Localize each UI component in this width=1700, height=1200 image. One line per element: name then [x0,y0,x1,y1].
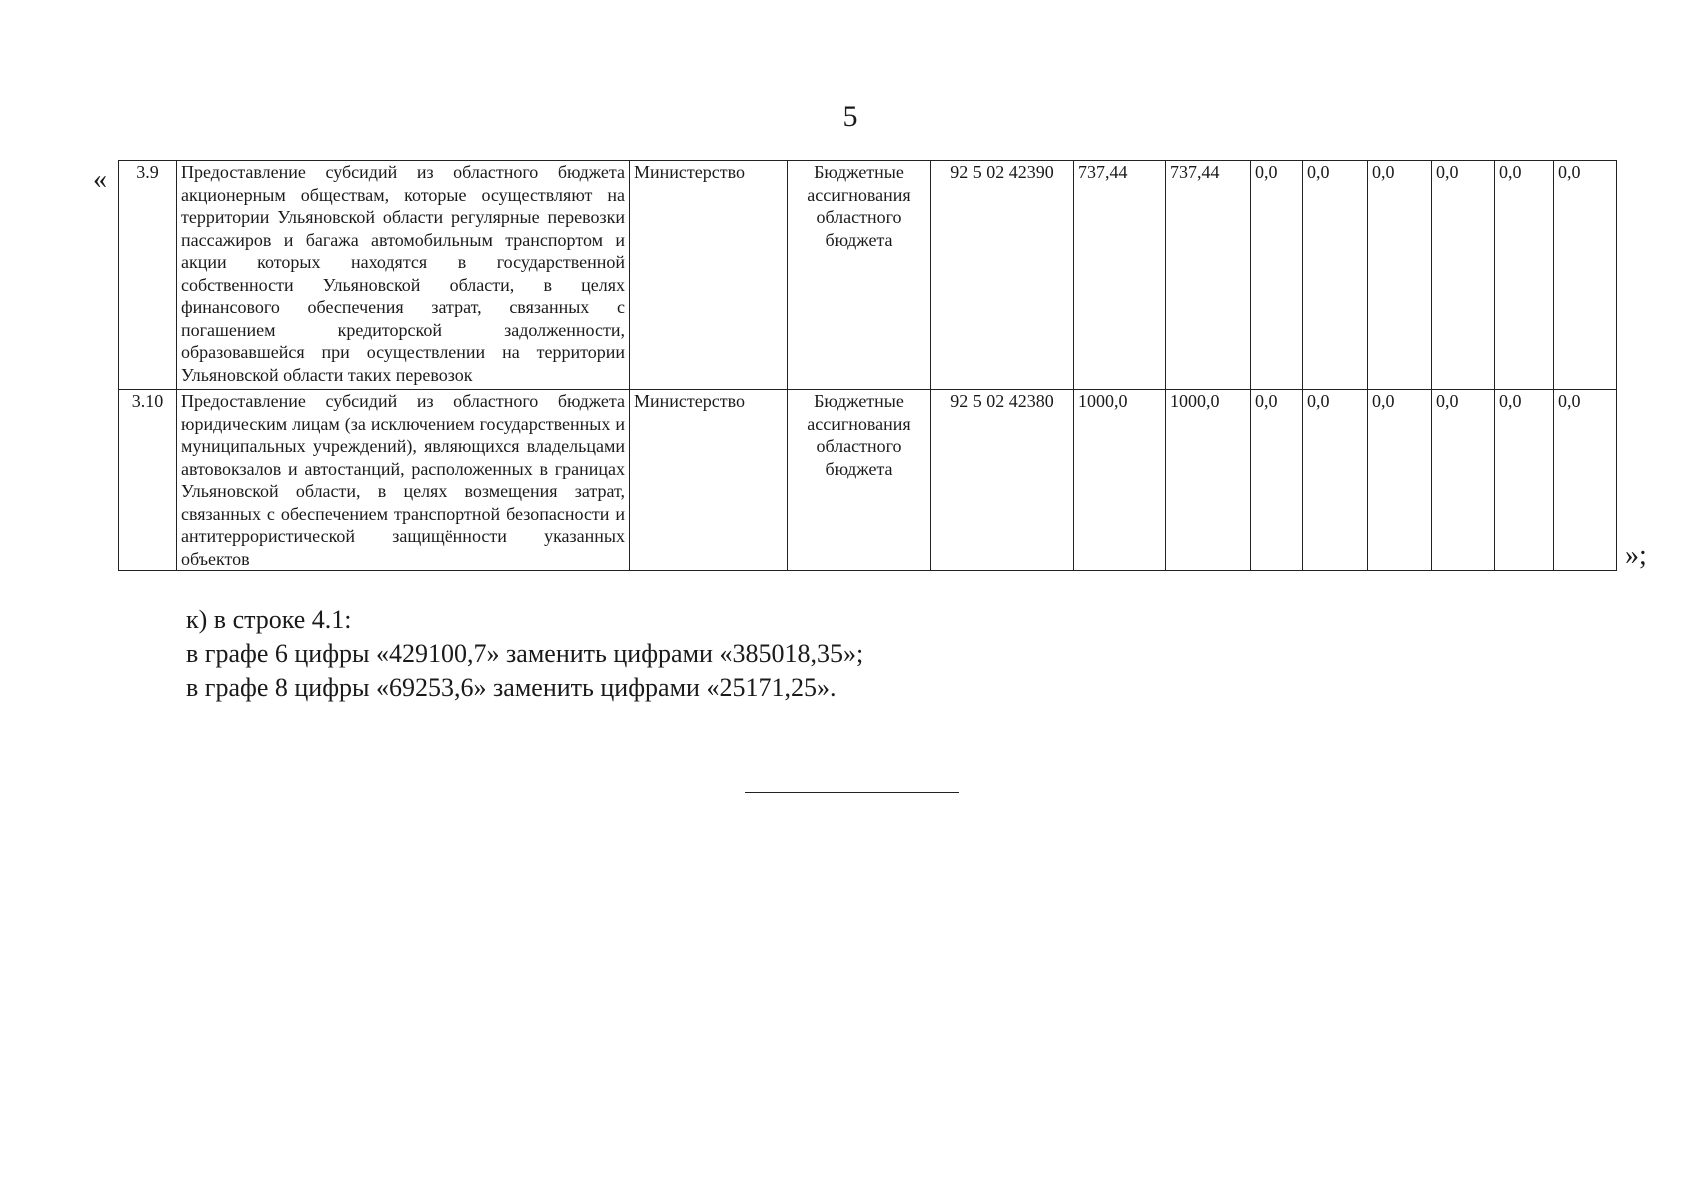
instruction-line: в графе 6 цифры «429100,7» заменить цифрами «385018,35»; [186,639,864,668]
row-number: 3.9 [119,161,177,390]
row-year-6: 0,0 [1495,390,1554,571]
row-total: 737,44 [1074,161,1166,390]
row-year-3: 0,0 [1303,161,1368,390]
closing-quote: »; [1625,540,1647,571]
row-description: Предоставление субсидий из областного бюджета юридическим лицам (за исключением государственных и муниципальных учреждений), являющихся владельцами автовокзалов и автостанций, расположенных в границах Ульяновской области, в целях возмещения затрат, связанных с обеспечением транспортной безопасности и антитеррористической защищённости указанных объектов [177,390,630,571]
row-number: 3.10 [119,390,177,571]
row-organization: Министерство [630,161,788,390]
row-year-5: 0,0 [1432,161,1495,390]
row-year-1: 737,44 [1166,161,1251,390]
row-year-5: 0,0 [1432,390,1495,571]
row-organization: Министерство [630,390,788,571]
row-budget-code: 92 5 02 42390 [931,161,1074,390]
instruction-line: в графе 8 цифры «69253,6» заменить цифрами «25171,25». [186,673,837,702]
end-divider [745,792,959,793]
row-year-6: 0,0 [1495,161,1554,390]
instruction-line: к) в строке 4.1: [186,605,352,634]
amendment-instructions [186,603,863,705]
row-year-2: 0,0 [1251,390,1303,571]
page-number: 5 [842,100,858,133]
row-year-7: 0,0 [1554,390,1617,571]
table-row [119,161,1617,390]
row-total: 1000,0 [1074,390,1166,571]
row-year-1: 1000,0 [1166,390,1251,571]
row-budget-code: 92 5 02 42380 [931,390,1074,571]
table-row [119,390,1617,571]
row-assignment: Бюджетные ассигнования областного бюджета [788,390,931,571]
row-year-3: 0,0 [1303,390,1368,571]
budget-table [118,160,1617,571]
row-year-4: 0,0 [1368,161,1432,390]
row-year-2: 0,0 [1251,161,1303,390]
row-year-7: 0,0 [1554,161,1617,390]
opening-quote: « [93,164,107,195]
row-description: Предоставление субсидий из областного бюджета акционерным обществам, которые осуществляют на территории Ульяновской области регулярные перевозки пассажиров и багажа автомобильным транспортом и акции которых находятся в государственной собственности Ульяновской области, в целях финансового обеспечения затрат, связанных с погашением кредиторской задолженности, образовавшейся при осуществлении на территории Ульяновской области таких перевозок [177,161,630,390]
row-year-4: 0,0 [1368,390,1432,571]
row-assignment: Бюджетные ассигнования областного бюджета [788,161,931,390]
